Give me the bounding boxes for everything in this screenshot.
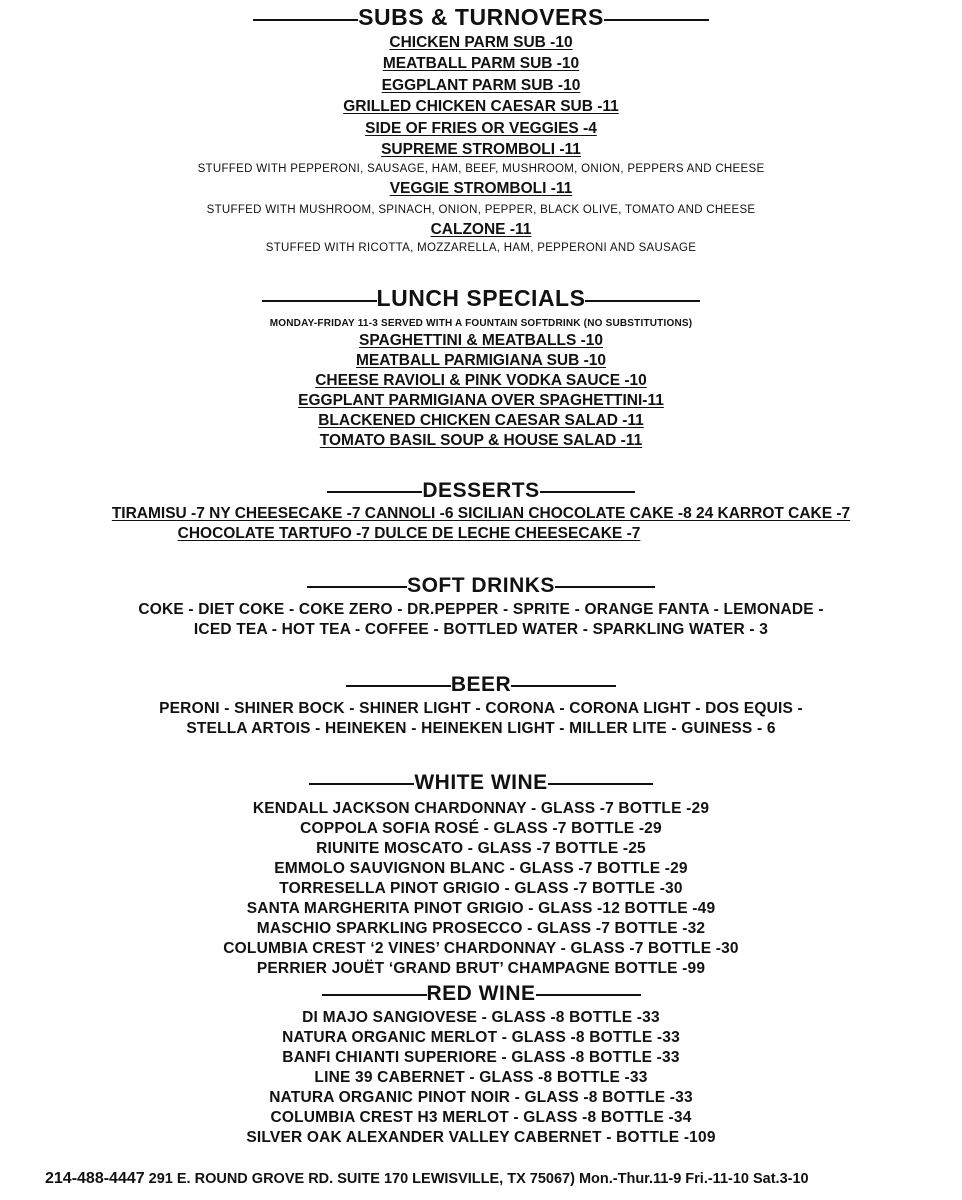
section-heading-lunch <box>0 287 962 310</box>
heading-text: BEER <box>450 673 512 696</box>
beer-line: PERONI - SHINER BOCK - SHINER LIGHT - CORONA - CORONA LIGHT - DOS EQUIS - <box>159 700 803 717</box>
wine-line: BANFI CHIANTI SUPERIORE - GLASS -8 BOTTLE -33 <box>282 1049 680 1066</box>
heading-rule-right <box>604 19 709 21</box>
menu-item: BLACKENED CHICKEN CAESAR SALAD -11 <box>318 412 644 429</box>
menu-item: SPAGHETTINI & MEATBALLS -10 <box>359 332 603 349</box>
heading-rule-right <box>540 491 635 493</box>
heading-rule-right <box>585 300 700 302</box>
item-description: STUFFED WITH RICOTTA, MOZZARELLA, HAM, PEPPERONI AND SAUSAGE <box>265 242 697 254</box>
heading-text: LUNCH SPECIALS <box>376 285 586 311</box>
beer-line: STELLA ARTOIS - HEINEKEN - HEINEKEN LIGHT - MILLER LITE - GUINESS - 6 <box>186 720 776 737</box>
drinks-line: COKE - DIET COKE - COKE ZERO - DR.PEPPER - SPRITE - ORANGE FANTA - LEMONADE - <box>138 601 824 618</box>
section-heading-red-wine <box>0 983 962 1004</box>
heading-rule-right <box>536 994 641 996</box>
heading-rule-left <box>262 300 377 302</box>
wine-line: MASCHIO SPARKLING PROSECCO - GLASS -7 BOTTLE -32 <box>256 920 706 937</box>
heading-rule-left <box>309 783 414 785</box>
wine-line: NATURA ORGANIC PINOT NOIR - GLASS -8 BOTTLE -33 <box>269 1089 693 1106</box>
wine-line: EMMOLO SAUVIGNON BLANC - GLASS -7 BOTTLE -29 <box>274 860 688 877</box>
wine-line: DI MAJO SANGIOVESE - GLASS -8 BOTTLE -33 <box>302 1009 660 1026</box>
wine-line: NATURA ORGANIC MERLOT - GLASS -8 BOTTLE -33 <box>282 1029 680 1046</box>
heading-rule-right <box>548 783 653 785</box>
heading-rule-right <box>511 685 616 687</box>
heading-text: DESSERTS <box>422 479 540 502</box>
phone-number: 214-488-4447 <box>45 1170 145 1187</box>
heading-rule-left <box>346 685 451 687</box>
item-description: STUFFED WITH PEPPERONI, SAUSAGE, HAM, BEEF, MUSHROOM, ONION, PEPPERS AND CHEESE <box>197 163 765 175</box>
wine-line: KENDALL JACKSON CHARDONNAY - GLASS -7 BOTTLE -29 <box>252 800 710 817</box>
wine-line: COLUMBIA CREST ‘2 VINES’ CHARDONNAY - GLASS -7 BOTTLE -30 <box>223 940 739 957</box>
wine-line: LINE 39 CABERNET - GLASS -8 BOTTLE -33 <box>314 1069 648 1086</box>
section-heading-white-wine <box>0 772 962 793</box>
lunch-note: MONDAY-FRIDAY 11-3 SERVED WITH A FOUNTAIN SOFTDRINK (NO SUBSTITUTIONS) <box>269 318 693 329</box>
wine-line: TORRESELLA PINOT GRIGIO - GLASS -7 BOTTLE -30 <box>279 880 683 897</box>
address-hours: 291 E. ROUND GROVE RD. SUITE 170 LEWISVILLE, TX 75067) Mon.-Thur.11-9 Fri.-11-10 Sat.3-10 <box>144 1171 809 1187</box>
menu-item: CALZONE -11 <box>430 221 532 238</box>
heading-rule-left <box>253 19 358 21</box>
heading-rule-left <box>307 586 407 588</box>
drinks-line: ICED TEA - HOT TEA - COFFEE - BOTTLED WATER - SPARKLING WATER - 3 <box>193 621 769 638</box>
footer-contact <box>45 1170 809 1188</box>
wine-line: SILVER OAK ALEXANDER VALLEY CABERNET - BOTTLE -109 <box>246 1129 716 1146</box>
section-heading-subs <box>0 6 962 29</box>
menu-item: SIDE OF FRIES OR VEGGIES -4 <box>365 120 597 137</box>
heading-text: SOFT DRINKS <box>407 574 555 597</box>
heading-rule-right <box>555 586 655 588</box>
wine-line: RIUNITE MOSCATO - GLASS -7 BOTTLE -25 <box>316 840 646 857</box>
wine-line: PERRIER JOUËT ‘GRAND BRUT’ CHAMPAGNE BOTTLE -99 <box>256 960 706 977</box>
menu-item: CHICKEN PARM SUB -10 <box>389 34 573 51</box>
wine-line: SANTA MARGHERITA PINOT GRIGIO - GLASS -12 BOTTLE -49 <box>246 900 716 917</box>
item-description: STUFFED WITH MUSHROOM, SPINACH, ONION, PEPPER, BLACK OLIVE, TOMATO AND CHEESE <box>206 204 756 216</box>
menu-item: GRILLED CHICKEN CAESAR SUB -11 <box>343 98 619 115</box>
section-heading-desserts <box>0 480 962 501</box>
menu-item: MEATBALL PARMIGIANA SUB -10 <box>355 352 606 369</box>
menu-item: SUPREME STROMBOLI -11 <box>381 141 581 158</box>
wine-line: COLUMBIA CREST H3 MERLOT - GLASS -8 BOTTLE -34 <box>270 1109 692 1126</box>
section-heading-soft-drinks <box>0 575 962 596</box>
heading-text: RED WINE <box>426 982 536 1005</box>
dessert-line: TIRAMISU -7 NY CHEESECAKE -7 CANNOLI -6 SICILIAN CHOCOLATE CAKE -8 24 KARROT CAKE -7 <box>111 505 851 522</box>
menu-item: MEATBALL PARM SUB -10 <box>382 55 580 72</box>
dessert-line: CHOCOLATE TARTUFO -7 DULCE DE LECHE CHEESECAKE -7 <box>177 525 641 542</box>
heading-rule-left <box>327 491 422 493</box>
section-heading-beer <box>0 674 962 695</box>
heading-text: SUBS & TURNOVERS <box>358 4 604 30</box>
heading-rule-left <box>322 994 427 996</box>
menu-item: VEGGIE STROMBOLI -11 <box>389 180 573 197</box>
menu-item: EGGPLANT PARM SUB -10 <box>381 77 581 94</box>
heading-text: WHITE WINE <box>414 771 548 794</box>
wine-line: COPPOLA SOFIA ROSÉ - GLASS -7 BOTTLE -29 <box>300 820 662 837</box>
menu-item: EGGPLANT PARMIGIANA OVER SPAGHETTINI-11 <box>298 392 664 409</box>
menu-item: TOMATO BASIL SOUP & HOUSE SALAD -11 <box>319 432 643 449</box>
menu-item: CHEESE RAVIOLI & PINK VODKA SAUCE -10 <box>315 372 647 389</box>
